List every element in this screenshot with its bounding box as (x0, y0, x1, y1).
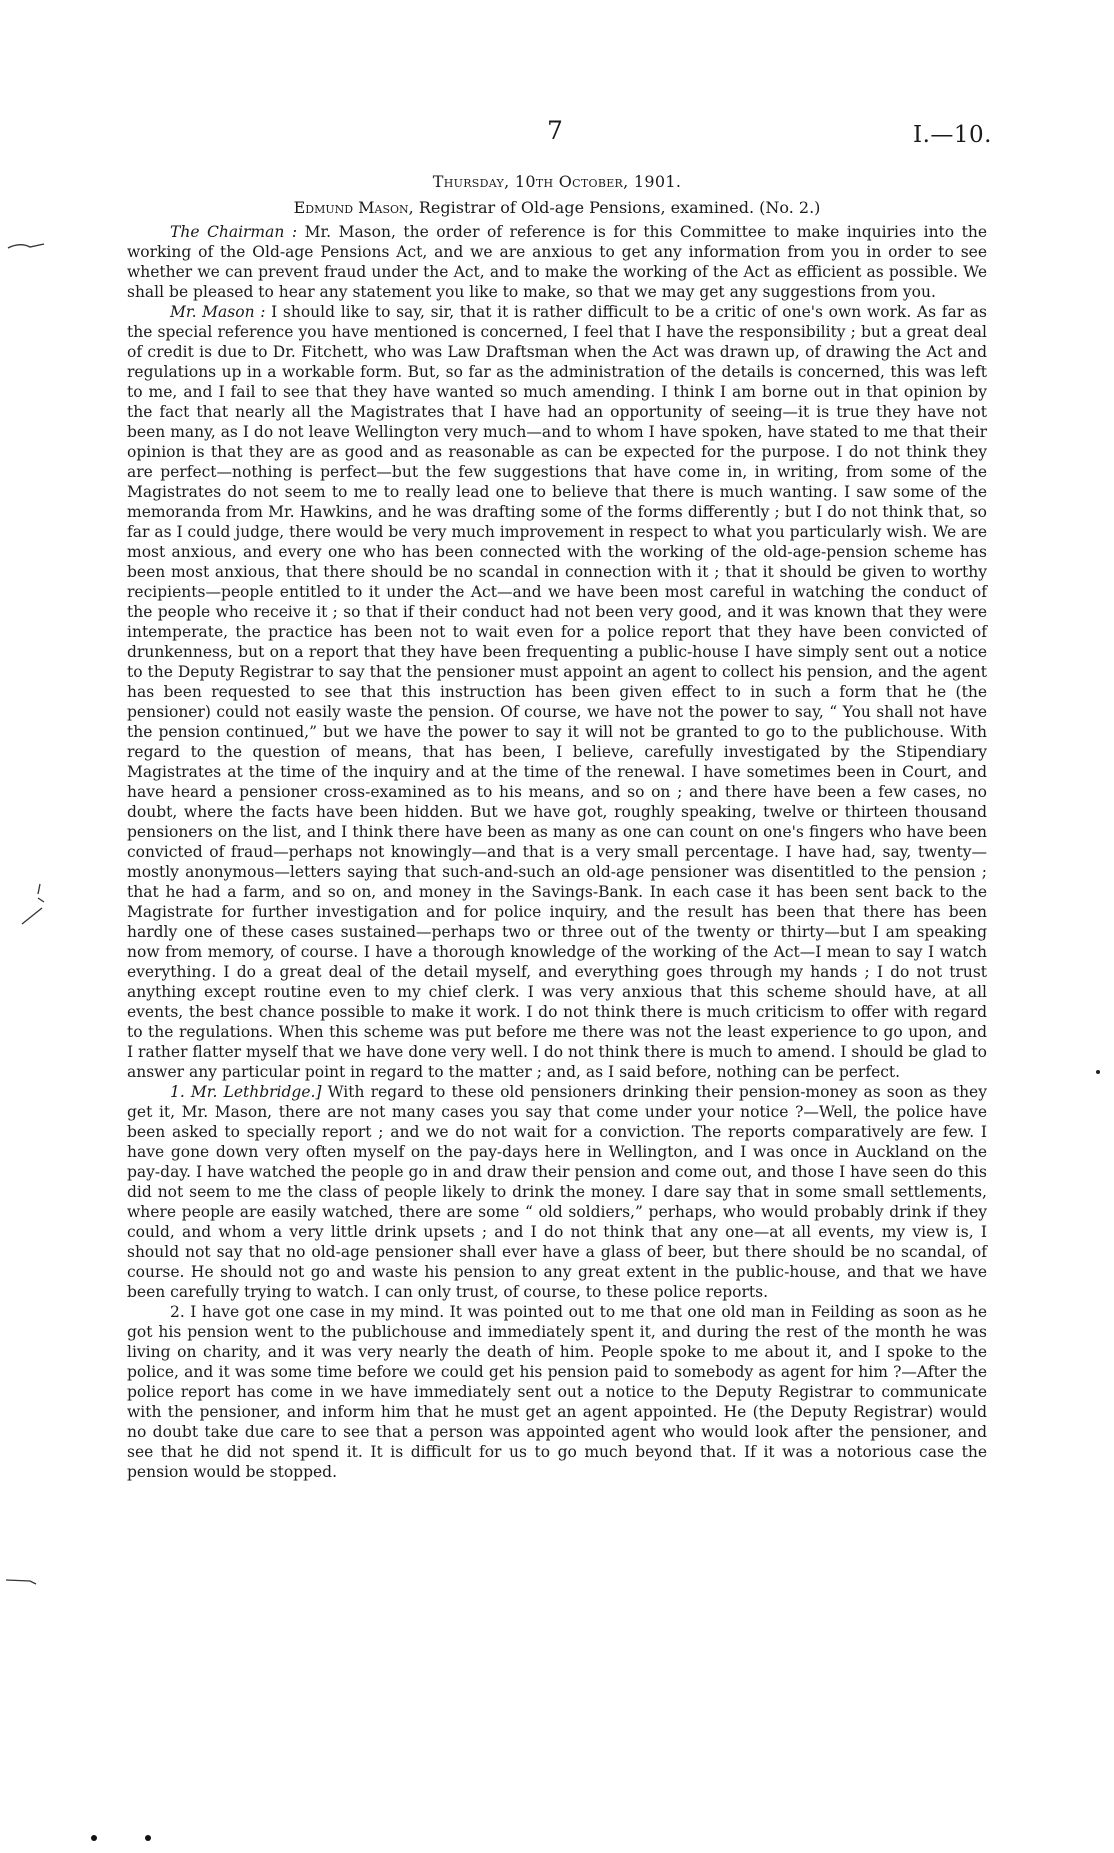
margin-scan-mark-icon (18, 880, 48, 930)
paragraph-text: Mr. Mason, the order of reference is for this Committee to make inquiries into the working of the Old-age Pensions Act, and we are anxious to get any information from you in order to see whether we can prevent fraud under the Act, and to make the working of the Act as efficient as possible. We shall be pleased to hear any statement you like to make, so that we may get any suggestions from you. (127, 223, 987, 301)
document-reference: I.—10. (913, 122, 992, 148)
paragraph-text: I should like to say, sir, that it is rather difficult to be a critic of one's own work. As far as the special reference you have mentioned is concerned, I feel that I have the responsibility ; but a great deal of credit is due to Dr. Fitchett, who was Law Draftsman when the Act was drawn up, of drawing the Act and regulations up in a workable form. But, so far as the administration of the details is concerned, this was left to me, and I fail to see that they have wanted so much amending. I think I am borne out in that opinion by the fact that nearly all the Magistrates that I have had an opportunity of seeing—it is true they have not been many, as I do not leave Wellington very much—and to whom I have spoken, have stated to me that their opinion is that they are as good and as reasonable as can be expected for the purpose. I do not think they are perfect—nothing is perfect—but the few suggestions that have come in, in writing, from some of the Magistrates do not seem to me to really lead one to believe that there is much wanting. I saw some of the memoranda from Mr. Hawkins, and he was drafting some of the forms differently ; but I do not think that, so far as I could judge, there would be very much improvement in respect to what you particularly wish. We are most anxious, and every one who has been connected with the working of the old-age-pension scheme has been most anxious, that there should be no scandal in connection with it ; that it should be given to worthy recipients—people entitled to it under the Act—and we have been most careful in watching the conduct of the people who receive it ; so that if their conduct had not been very good, and it was known that they were intemperate, the practice has been not to wait even for a police report that they have been convicted of drunkenness, but on a report that they have been frequenting a public-house I have simply sent out a notice to the Deputy Registrar to say that the pensioner must appoint an agent to collect his pension, and the agent has been requested to see that this instruction has been given effect to in such a form that he (the pensioner) could not easily waste the pension. Of course, we have not the power to say, “ You shall not have the pension continued,” but we have the power to say it will not be granted to go to the publichouse. With regard to the question of means, that has been, I believe, carefully investigated by the Stipendiary Magistrates at the time of the inquiry and at the time of the renewal. I have sometimes been in Court, and have heard a pensioner cross-examined as to his means, and so on ; and there have been a few cases, no doubt, where the facts have been hidden. But we have got, roughly speaking, twelve or thirteen thousand pensioners on the list, and I think there have been as many as one can count on one's fingers who have been convicted of fraud—perhaps not knowingly—and that is a very small percentage. I have had, say, twenty—mostly anonymous—letters saying that such-and-such an old-age pensioner was disentitled to the pension ; that he had a farm, and so on, and money in the Savings-Bank. In each case it has been sent back to the Magistrate for further investigation and for police inquiry, and the result has been that there has been hardly one of these cases sustained—perhaps two or three out of the twenty or thirty—but I am speaking now from memory, of course. I have a thorough knowledge of the working of the Act—I mean to say I watch everything. I do a great deal of the detail myself, and everything goes through my hands ; I do not trust anything except routine even to my chief clerk. I was very anxious that this scheme should have, at all events, the best chance possible to make it work. I do not think there is much criticism to offer with regard to the regulations. When this scheme was put before me there was not the least experience to go upon, and I rather flatter myself that we have done very well. I do not think there is much to amend. I should be glad to answer any particular point in regard to the matter ; and, as I said before, nothing can be perfect. (127, 303, 987, 1081)
speaker-label: 1. Mr. Lethbridge.] (170, 1083, 322, 1101)
margin-scan-mark-icon (4, 1574, 40, 1588)
speaker-label: The Chairman : (170, 223, 298, 241)
page-number: 7 (547, 116, 563, 145)
testimony-body (127, 222, 987, 1482)
scan-dots-icon (88, 1826, 178, 1848)
speaker-label: Mr. Mason : (170, 303, 266, 321)
paragraph (127, 222, 987, 302)
paragraph-text: With regard to these old pensioners drinking their pension-money as soon as they get it, Mr. Mason, there are not many cases you say that come under your notice ?—Well, the police have been asked to specially report ; and we do not wait for a conviction. The reports comparatively are few. I have gone down very often myself on the pay-days here in Wellington, and I was once in Auckland on the pay-day. I have watched the people go in and draw their pension and come out, and those I have seen do this did not seem to me the class of people likely to drink the money. I dare say that in some small settlements, where people are easily watched, there are some “ old soldiers,” perhaps, who would probably drink if they could, and whom a very little drink upsets ; and I do not think that any one—at all events, my view is, I should not say that no old-age pensioner shall ever have a glass of beer, but there should be no scandal, of course. He should not go and waste his pension to any great extent in the public-house, and that we have been carefully trying to watch. I can only trust, of course, to these police reports. (127, 1083, 987, 1301)
margin-scan-mark-icon (6, 240, 46, 254)
paragraph (127, 302, 987, 1082)
date-heading: Thursday, 10th October, 1901. (432, 172, 682, 191)
scan-dot-icon (1094, 1068, 1102, 1076)
paragraph (127, 1082, 987, 1302)
witness-name: Edmund Mason (293, 198, 409, 217)
witness-description: , Registrar of Old-age Pensions, examined. (No. 2.) (408, 198, 821, 217)
paragraph-text: 2. I have got one case in my mind. It was pointed out to me that one old man in Feilding as soon as he got his pension went to the publichouse and immediately spent it, and during the rest of the month he was living on charity, and it was very nearly the death of him. People spoke to me about it, and I spoke to the police, and it was some time before we could get his pension paid to somebody as agent for him ?—After the police report has come in we have immediately sent out a notice to the Deputy Registrar to communicate with the pensioner, and inform him that he must get an agent appointed. He (the Deputy Registrar) would no doubt take due care to see that a person was appointed agent who would look after the pensioner, and see that he did not spend it. It is difficult for us to go much beyond that. If it was a notorious case the pension would be stopped. (127, 1303, 987, 1481)
witness-heading (0, 198, 1114, 217)
paragraph (127, 1302, 987, 1482)
